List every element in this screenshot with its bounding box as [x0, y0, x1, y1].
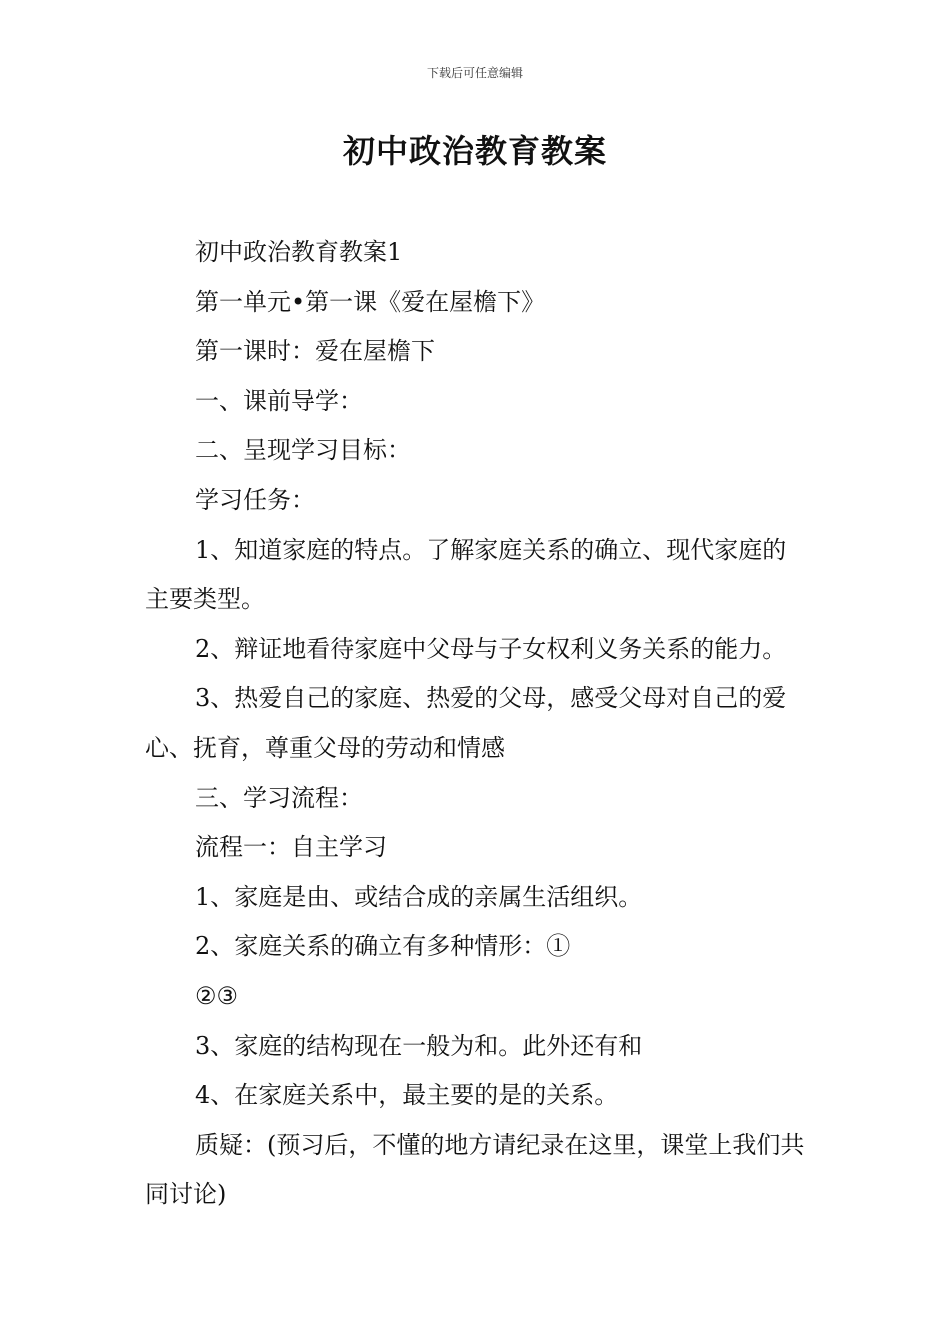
paragraph-unit-lesson: 第一单元•第一课《爱在屋檐下》	[195, 287, 546, 316]
paragraph-pre-class-guide: 一、课前导学：	[195, 386, 363, 415]
paragraph-question-4: 4、在家庭关系中，最主要的是的关系。	[195, 1081, 619, 1110]
document-body	[145, 228, 810, 1220]
paragraph-question-2: 2、家庭关系的确立有多种情形：①	[195, 932, 571, 961]
paragraph-lesson-period: 第一课时：爱在屋檐下	[195, 337, 435, 366]
paragraph-doubts: 质疑：(预习后，不懂的地方请纪录在这里，课堂上我们共同讨论)	[145, 1130, 805, 1209]
document-title: 初中政治教育教案	[342, 132, 607, 170]
paragraph-learning-tasks: 学习任务：	[195, 485, 315, 514]
header-note: 下载后可任意编辑	[426, 66, 523, 80]
paragraph-process-one: 流程一：自主学习	[195, 833, 387, 862]
paragraph-task-2: 2、辩证地看待家庭中父母与子女权利义务关系的能力。	[195, 634, 787, 663]
paragraph-task-3: 3、热爱自己的家庭、热爱的父母，感受父母对自己的爱心、抚育，尊重父母的劳动和情感	[145, 684, 787, 762]
paragraph-learning-process: 三、学习流程：	[195, 783, 363, 812]
paragraph-learning-goals: 二、呈现学习目标：	[195, 436, 411, 465]
paragraph-question-2-continued: ②③	[195, 981, 239, 1010]
paragraph-question-3: 3、家庭的结构现在一般为和。此外还有和	[195, 1031, 643, 1060]
paragraph-lesson-plan-heading: 初中政治教育教案1	[195, 238, 403, 266]
paragraph-task-1: 1、知道家庭的特点。了解家庭关系的确立、现代家庭的主要类型。	[145, 535, 787, 614]
paragraph-question-1: 1、家庭是由、或结合成的亲属生活组织。	[195, 882, 643, 911]
